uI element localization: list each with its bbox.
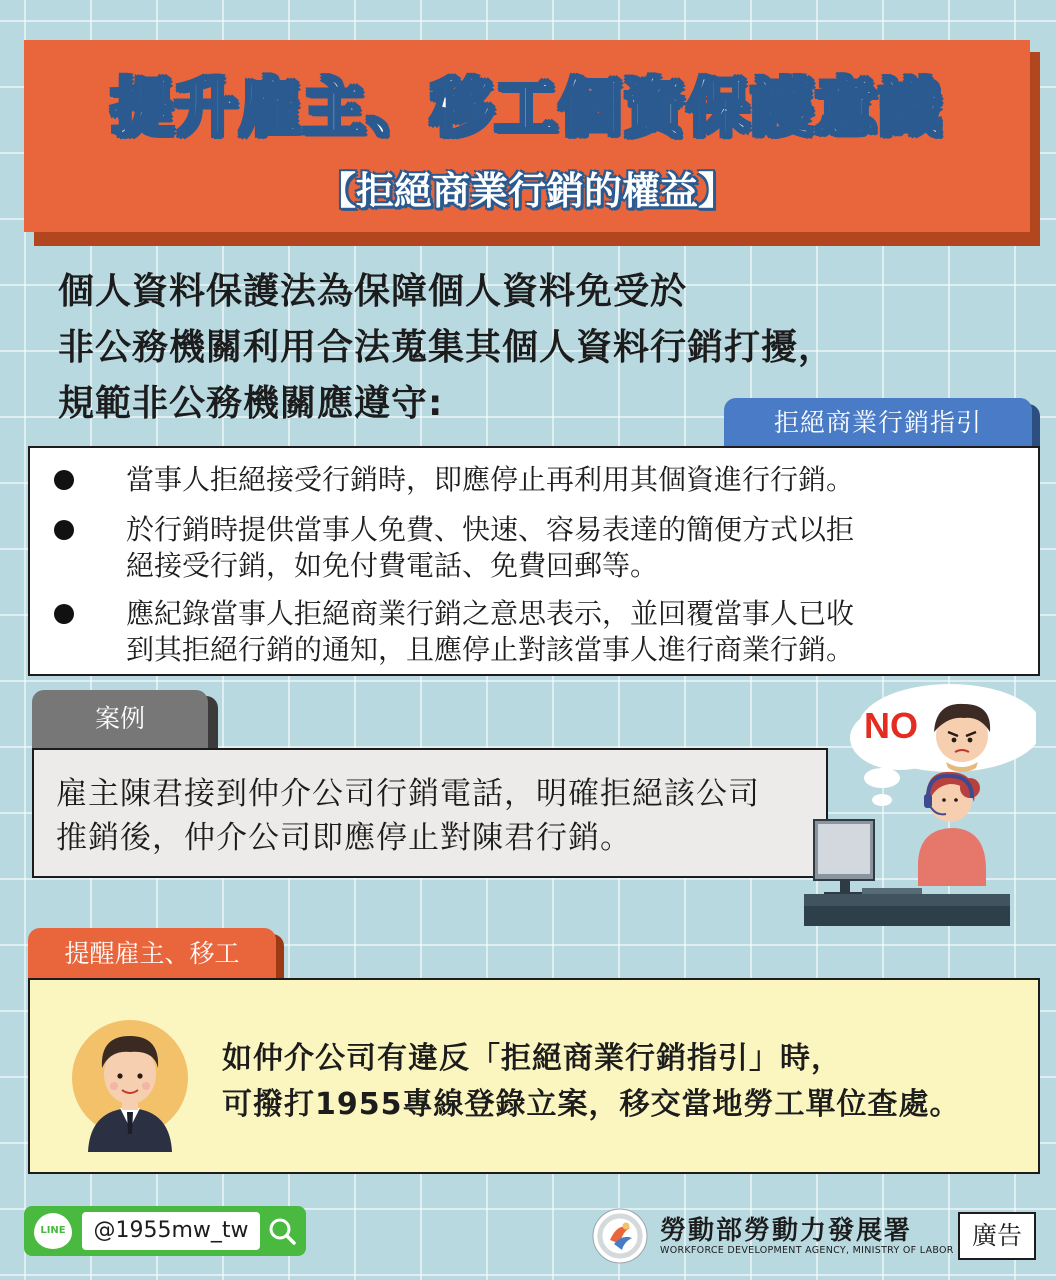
guideline-item (54, 596, 1014, 668)
reminder-line: 如仲介公司有違反「拒絕商業行銷指引」時， (222, 1041, 842, 1076)
case-line: 推銷後，仲介公司即應停止對陳君行銷。 (56, 820, 632, 856)
guideline-item (54, 462, 1014, 498)
bullet-icon (54, 470, 74, 490)
ad-label: 廣告 (958, 1212, 1036, 1260)
line-id[interactable]: @1955mw_tw (82, 1212, 260, 1250)
agency-logo-icon (592, 1208, 648, 1264)
case-text (56, 772, 760, 860)
reminder-tab: 提醒雇主、移工 (28, 928, 276, 980)
guideline-tab: 拒絕商業行銷指引 (724, 398, 1032, 448)
no-text: NO (864, 705, 918, 746)
reminder-text (222, 1036, 961, 1128)
computer-monitor-icon (814, 820, 874, 898)
reminder-line: 可撥打1955專線登錄立案，移交當地勞工單位查處。 (222, 1087, 961, 1122)
search-icon[interactable] (266, 1215, 298, 1247)
bullet-icon (54, 520, 74, 540)
page-title: 提升雇主、移工個資保護意識 (110, 71, 943, 144)
case-tab: 案例 (32, 690, 208, 748)
guideline-item-line: 絕接受行銷，如免付費電話、免費回郵等。 (126, 549, 659, 582)
guideline-item-line: 應紀錄當事人拒絕商業行銷之意思表示，並回覆當事人已收 (126, 597, 855, 630)
businessman-avatar (70, 1002, 190, 1152)
guideline-item-line: 於行銷時提供當事人免費、快速、容易表達的簡便方式以拒 (126, 513, 855, 546)
page-subtitle: 【拒絕商業行銷的權益】 (317, 169, 736, 213)
agency-name-en: WORKFORCE DEVELOPMENT AGENCY, MINISTRY OF LABOR (660, 1245, 954, 1256)
case-box (32, 748, 828, 878)
intro-line: 非公務機關利用合法蒐集其個人資料行銷打擾， (58, 327, 836, 368)
guideline-item-line: 到其拒絕行銷的通知，且應停止對該當事人進行商業行銷。 (126, 633, 855, 666)
line-logo-text: LINE (40, 1225, 66, 1236)
line-logo-icon (34, 1213, 72, 1249)
operator-woman (918, 772, 986, 886)
agency-name: 勞動部勞動力發展署 (660, 1216, 913, 1246)
intro-line: 規範非公務機關應遵守: (58, 383, 444, 424)
guideline-box (28, 446, 1040, 676)
intro-line: 個人資料保護法為保障個人資料免受於 (58, 271, 688, 312)
reminder-box (28, 978, 1040, 1174)
guideline-item (54, 512, 1014, 584)
case-line: 雇主陳君接到仲介公司行銷電話，明確拒絕該公司 (56, 776, 760, 812)
bullet-icon (54, 604, 74, 624)
guideline-item-line: 當事人拒絕接受行銷時，即應停止再利用其個資進行行銷。 (126, 463, 855, 496)
call-center-illustration (800, 680, 1036, 930)
